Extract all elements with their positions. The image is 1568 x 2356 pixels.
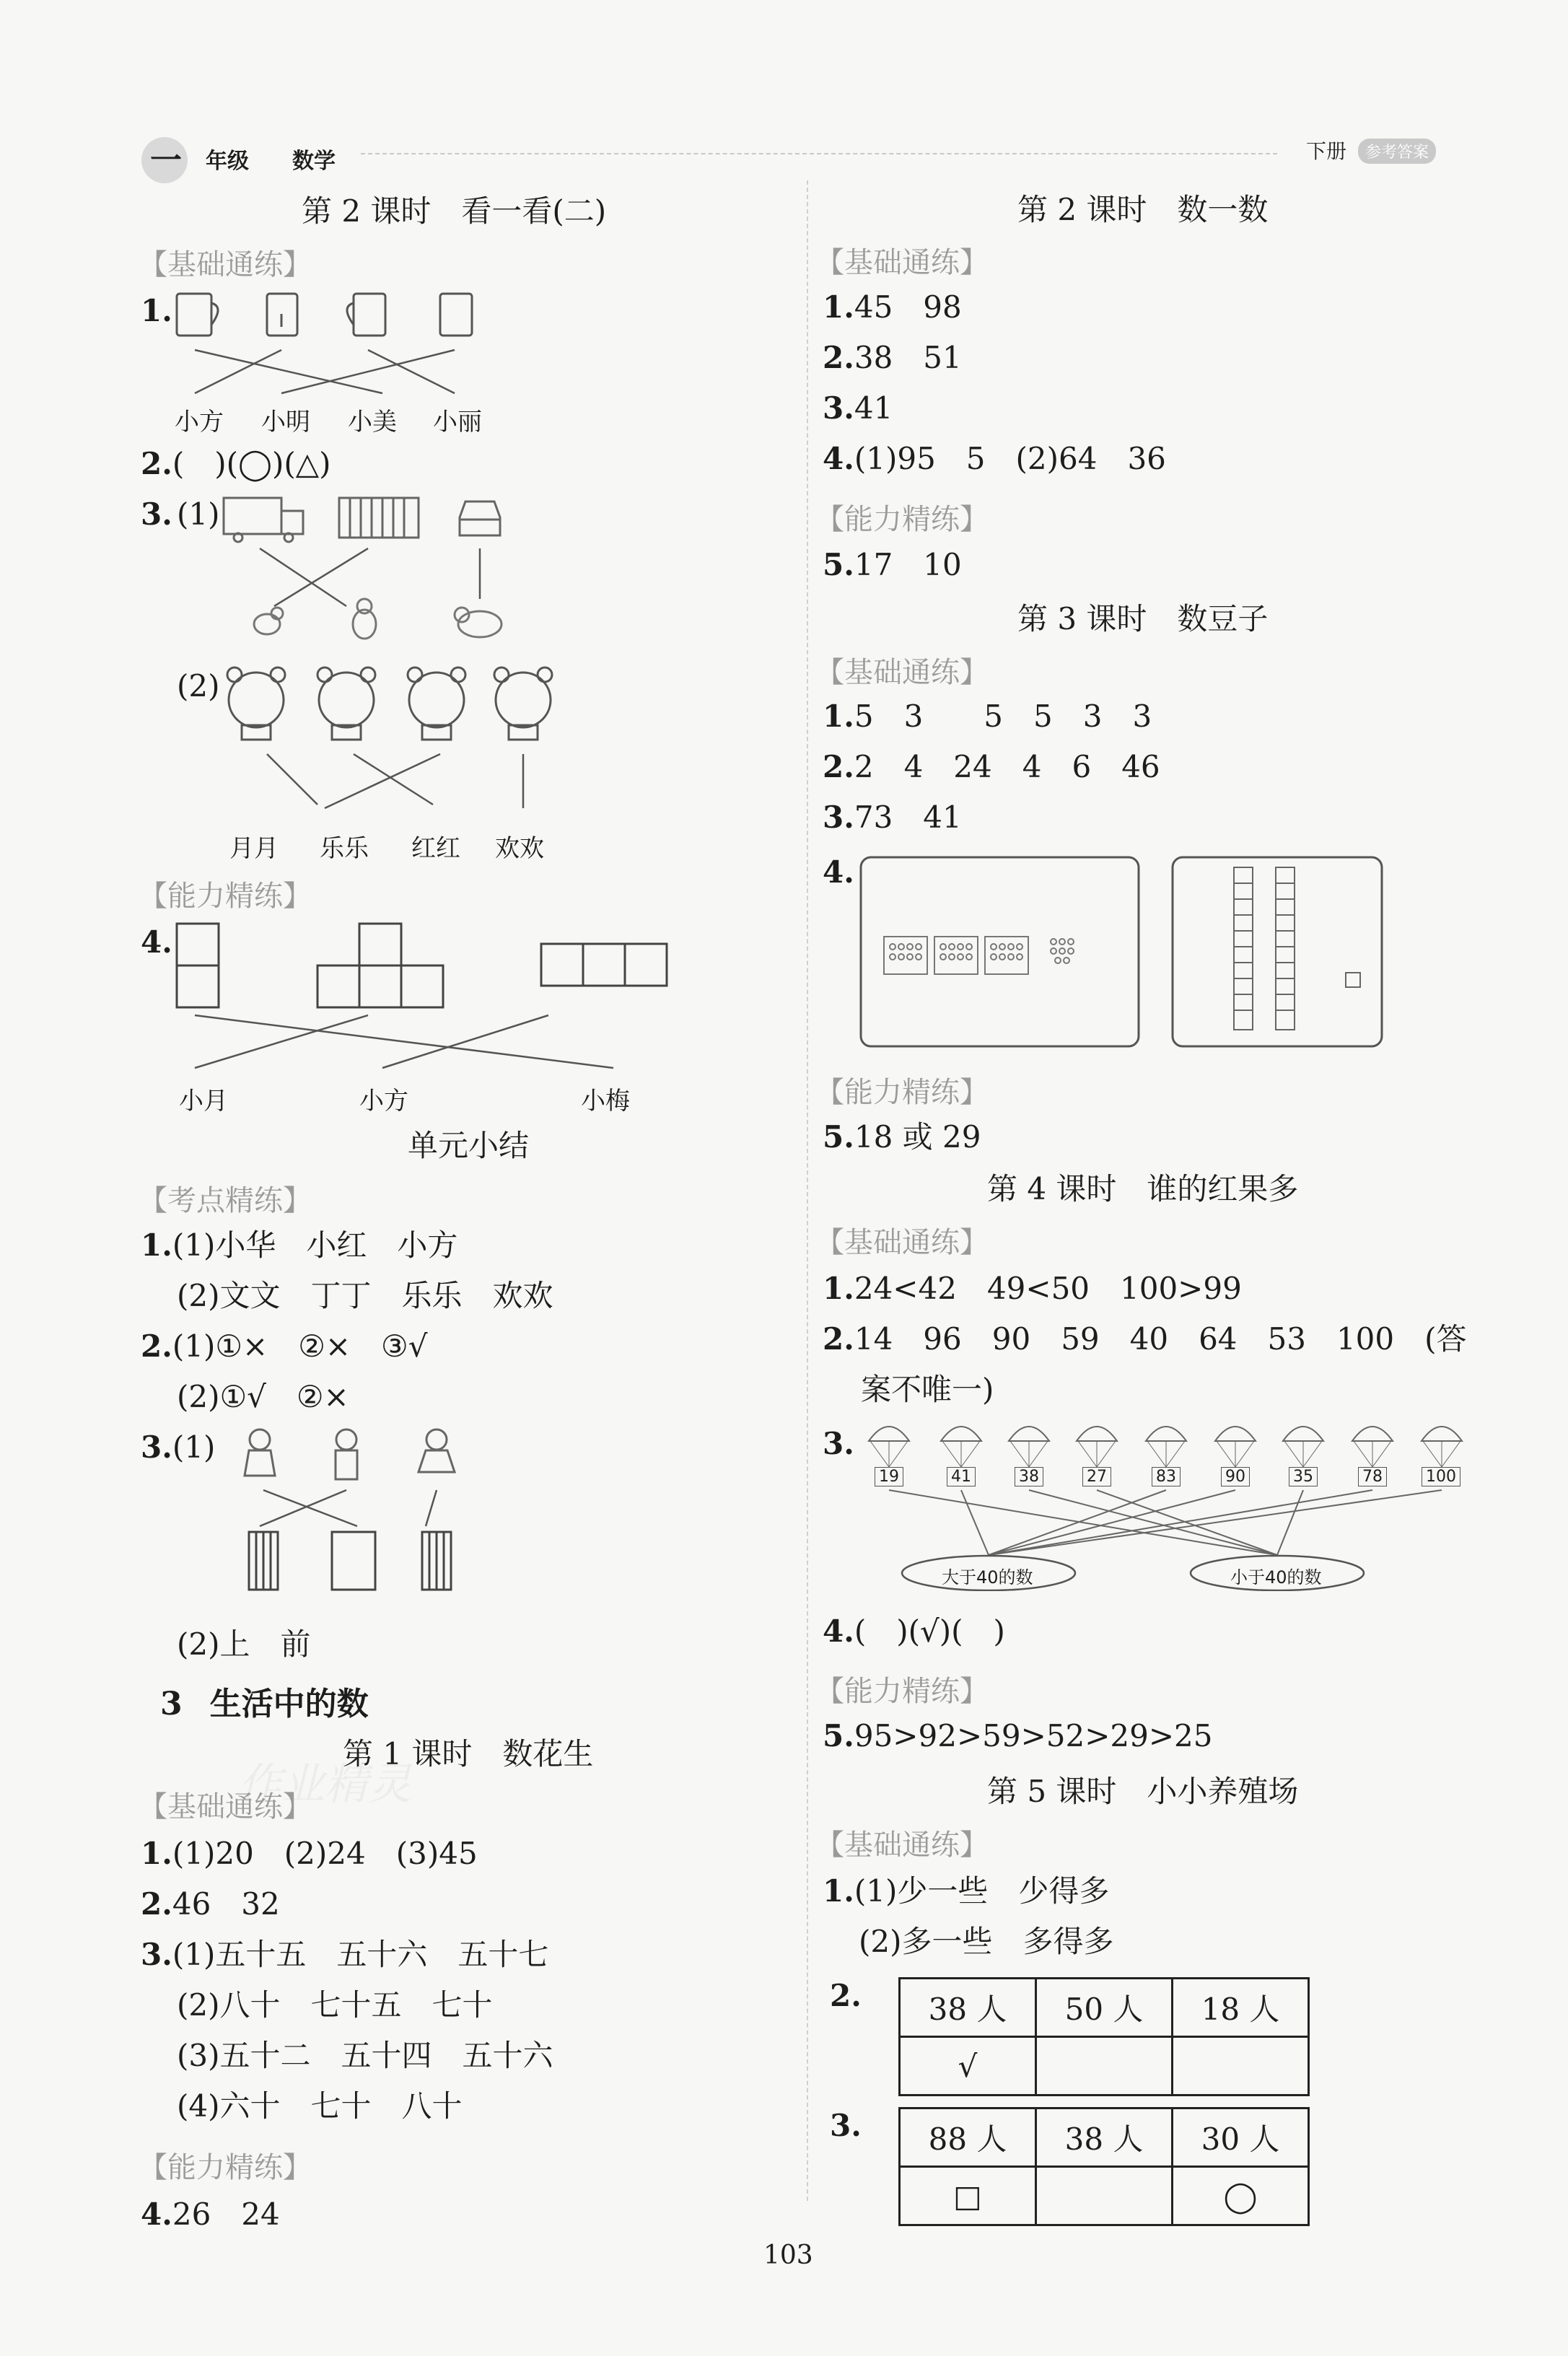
u2-number: 2. — [141, 1328, 172, 1364]
a1-number: 1. — [823, 289, 854, 325]
table-cell: ◯ — [1173, 2167, 1309, 2225]
q4-number: 4. — [141, 924, 172, 960]
parachute-value: 90 — [1221, 1467, 1250, 1486]
b5-answer: 18 或 29 — [854, 1119, 981, 1155]
a3-answer: 41 — [854, 390, 893, 426]
d4-line — [823, 1613, 1005, 1649]
section-ability: 【能力精练】 — [139, 880, 312, 913]
bear-icon — [227, 667, 552, 740]
section-basic: 【基础通练】 — [139, 248, 312, 281]
chapter-heading — [160, 1678, 369, 1724]
parachute-icon — [1282, 1418, 1325, 1468]
b2-answer: 2 4 24 4 6 46 — [854, 749, 1160, 784]
a2-number: 2. — [823, 340, 854, 375]
section-ability: 【能力精练】 — [815, 1076, 989, 1109]
table-cell: √ — [900, 2037, 1036, 2096]
block-shape — [177, 924, 667, 1007]
q4-name: 小方 — [359, 1087, 408, 1116]
parachute-value: 83 — [1152, 1467, 1181, 1486]
matching-lines — [195, 350, 455, 393]
c2-line — [141, 1886, 280, 1922]
header-grade: 年级 — [206, 149, 249, 174]
e2-number: 2. — [830, 1978, 862, 2013]
header-rule — [361, 153, 1277, 154]
b2-line — [823, 749, 1160, 784]
a3-line — [823, 390, 893, 426]
d2-number: 2. — [823, 1321, 854, 1357]
lesson-title: 第 2 课时 数一数 — [1017, 192, 1269, 227]
lesson-title: 第 5 课时 小小养殖场 — [987, 1774, 1299, 1809]
table-cell: 38 人 — [1036, 2108, 1173, 2167]
parachute-value: 78 — [1358, 1467, 1387, 1486]
beans-box-left — [861, 857, 1139, 1046]
c4-answer: 26 24 — [172, 2197, 280, 2232]
table-e2 — [898, 1977, 1310, 2096]
vehicles-animals-figure — [216, 491, 527, 657]
u1-line2: (2)文文 丁丁 乐乐 欢欢 — [177, 1278, 553, 1313]
c3-line1 — [141, 1937, 549, 1972]
table-cell — [1036, 2037, 1173, 2096]
table-cell: 30 人 — [1173, 2108, 1309, 2167]
parachute-icon — [940, 1418, 983, 1468]
parachute-icon — [867, 1418, 911, 1468]
table-row — [900, 2167, 1309, 2225]
q3-part1: (1) — [177, 496, 220, 532]
oval-label-greater: 大于40的数 — [942, 1567, 1033, 1588]
c3-line2: (2)八十 七十五 七十 — [177, 1987, 493, 2023]
e1-answer: (1)少一些 少得多 — [854, 1873, 1110, 1909]
u2-line1 — [141, 1328, 428, 1364]
d1-line — [823, 1271, 1242, 1306]
cup-icon — [177, 294, 472, 336]
q4-name: 小梅 — [581, 1087, 630, 1116]
truck-icon — [224, 498, 500, 542]
d3-number: 3. — [823, 1426, 854, 1461]
a1-line — [823, 289, 962, 325]
q1-number: 1. — [141, 293, 172, 328]
box-icon — [249, 1532, 451, 1590]
b3-number: 3. — [823, 800, 854, 835]
u3-line2: (2)上 前 — [177, 1626, 311, 1662]
e3-number: 3. — [830, 2108, 862, 2143]
parachute-value: 100 — [1422, 1467, 1460, 1486]
chapter-number: 3 — [160, 1686, 183, 1722]
parachute-value: 41 — [947, 1467, 976, 1486]
header-badge: 参考答案 — [1358, 139, 1436, 164]
q1-name: 小丽 — [433, 408, 482, 437]
parachute-icon — [1007, 1418, 1051, 1468]
matching-lines — [889, 1490, 1442, 1555]
d5-line — [823, 1718, 1213, 1753]
section-ability: 【能力精练】 — [815, 1675, 989, 1708]
section-basic: 【基础通练】 — [815, 1829, 989, 1862]
column-divider — [807, 180, 808, 2201]
c1-answer: (1)20 (2)24 (3)45 — [172, 1836, 478, 1871]
parachute-icon — [1075, 1418, 1118, 1468]
page-number: 103 — [763, 2241, 813, 2270]
b2-number: 2. — [823, 749, 854, 784]
u1-line1 — [141, 1227, 458, 1263]
u1-number: 1. — [141, 1227, 172, 1263]
table-cell: 18 人 — [1173, 1979, 1309, 2037]
header-grade-number: 一 — [150, 142, 182, 179]
c3-answer: (1)五十五 五十六 五十七 — [172, 1937, 549, 1972]
q3-number: 3. — [141, 496, 172, 532]
section-ability: 【能力精练】 — [815, 503, 989, 536]
child-icon — [245, 1429, 455, 1479]
b1-answer: 5 3 5 5 3 3 — [854, 699, 1152, 734]
q1-name: 小明 — [261, 408, 310, 437]
parachute-value: 35 — [1289, 1467, 1318, 1486]
d2-line2: 案不唯一) — [861, 1372, 994, 1407]
table-cell — [1173, 2037, 1309, 2096]
children-boxes-figure — [231, 1425, 469, 1606]
section-basic: 【基础通练】 — [815, 1226, 989, 1259]
q1-name: 小美 — [348, 408, 397, 437]
q2-number: 2. — [141, 446, 172, 481]
a5-number: 5. — [823, 547, 854, 582]
q1-name: 小方 — [175, 408, 224, 437]
q3-name: 乐乐 — [320, 834, 369, 863]
section-basic: 【基础通练】 — [139, 1790, 312, 1823]
watermark: 作业精灵 — [238, 1759, 411, 1810]
c4-number: 4. — [141, 2197, 172, 2232]
table-row — [900, 2037, 1309, 2096]
b1-number: 1. — [823, 699, 854, 734]
a4-number: 4. — [823, 441, 854, 476]
c1-number: 1. — [141, 1836, 172, 1871]
b5-number: 5. — [823, 1119, 854, 1155]
matching-lines — [267, 754, 523, 808]
c4-line — [141, 2199, 280, 2230]
table-row — [900, 1979, 1309, 2037]
d1-answer: 24<42 49<50 100>99 — [854, 1271, 1242, 1306]
lesson-title: 第 4 课时 谁的红果多 — [987, 1171, 1299, 1207]
q2-answer: ( )(◯)(△) — [172, 446, 331, 481]
section-basic: 【基础通练】 — [815, 246, 989, 279]
bears-figure — [224, 653, 563, 819]
e1-line1 — [823, 1873, 1110, 1909]
a4-line — [823, 441, 1166, 476]
parachute-value: 19 — [875, 1467, 903, 1486]
c1-line — [141, 1836, 478, 1871]
q4-name: 小月 — [179, 1087, 228, 1116]
q3-part2: (2) — [177, 668, 220, 704]
lesson-title: 第 2 课时 看一看(二) — [302, 193, 607, 229]
table-cell: 50 人 — [1036, 1979, 1173, 2037]
c2-number: 2. — [141, 1886, 172, 1922]
a5-answer: 17 10 — [854, 547, 962, 582]
a3-number: 3. — [823, 390, 854, 426]
parachute-icon — [1420, 1418, 1463, 1468]
d1-number: 1. — [823, 1271, 854, 1306]
beans-box-right — [1173, 857, 1382, 1046]
a1-answer: 45 98 — [854, 289, 962, 325]
d2-answer: 14 96 90 59 40 64 53 100 (答 — [854, 1321, 1467, 1357]
header-subject: 数学 — [292, 149, 336, 174]
matching-lines — [195, 1015, 613, 1068]
d5-number: 5. — [823, 1718, 854, 1753]
b3-answer: 73 41 — [854, 800, 962, 835]
parachute-value: 38 — [1015, 1467, 1043, 1486]
c3-number: 3. — [141, 1937, 172, 1972]
a2-answer: 38 51 — [854, 340, 962, 375]
b1-line — [823, 701, 1152, 732]
b5-line — [823, 1119, 981, 1155]
a2-line — [823, 340, 962, 375]
q2-line — [141, 446, 331, 481]
u2-answer: (1)①× ②× ③√ — [172, 1328, 428, 1364]
q3-name: 月月 — [229, 834, 279, 863]
oval-label-less: 小于40的数 — [1230, 1567, 1322, 1588]
chapter-title: 生活中的数 — [209, 1686, 369, 1722]
parachute-icon — [1144, 1418, 1188, 1468]
e1-number: 1. — [823, 1873, 854, 1909]
block-views-figure — [173, 920, 678, 1086]
a4-answer: (1)95 5 (2)64 36 — [854, 441, 1166, 476]
c3-line4: (4)六十 七十 八十 — [177, 2088, 463, 2124]
table-cell: □ — [900, 2167, 1036, 2225]
parachute-icon — [1351, 1418, 1394, 1468]
table-cell: 38 人 — [900, 1979, 1036, 2037]
section-exam: 【考点精练】 — [139, 1184, 312, 1217]
e1-line2: (2)多一些 多得多 — [859, 1924, 1114, 1959]
q3-name: 红红 — [411, 834, 460, 863]
a5-line — [823, 547, 962, 582]
matching-lines — [260, 1490, 437, 1526]
header-volume: 下册 — [1306, 139, 1347, 163]
table-row — [900, 2108, 1309, 2167]
lesson-title: 第 3 课时 数豆子 — [1017, 601, 1269, 636]
parachute-icon — [1214, 1418, 1257, 1468]
c2-answer: 46 32 — [172, 1886, 280, 1922]
parachute-value: 27 — [1082, 1467, 1111, 1486]
unit-summary-title: 单元小结 — [408, 1128, 530, 1163]
section-ability: 【能力精练】 — [139, 2151, 312, 2184]
b3-line — [823, 802, 962, 833]
u3-number: 3. — [141, 1429, 172, 1465]
bean-group — [884, 937, 1074, 974]
u2-line2: (2)①√ ②× — [177, 1379, 349, 1414]
table-cell: 88 人 — [900, 2108, 1036, 2167]
parachute-row — [859, 1418, 1479, 1591]
cups-matching-figure — [166, 285, 512, 400]
d2-line1 — [823, 1321, 1467, 1357]
u3-part1: (1) — [172, 1429, 216, 1465]
c3-line3: (3)五十二 五十四 五十六 — [177, 2038, 553, 2073]
matching-lines — [260, 548, 480, 606]
b4-number: 4. — [823, 854, 854, 890]
u1-answer: (1)小华 小红 小方 — [172, 1227, 458, 1263]
beans-figure — [855, 851, 1389, 1054]
animal-icon — [254, 599, 502, 639]
u3-line1 — [141, 1429, 216, 1465]
d5-answer: 95>92>59>52>29>25 — [854, 1718, 1213, 1753]
lesson-title: 第 1 课时 数花生 — [343, 1736, 594, 1772]
section-basic: 【基础通练】 — [815, 656, 989, 689]
bean-column — [1234, 867, 1360, 1030]
d4-number: 4. — [823, 1613, 854, 1649]
q3-name: 欢欢 — [495, 834, 544, 863]
table-e3 — [898, 2107, 1310, 2226]
table-cell — [1036, 2167, 1173, 2225]
d4-answer: ( )(√)( ) — [854, 1613, 1005, 1649]
